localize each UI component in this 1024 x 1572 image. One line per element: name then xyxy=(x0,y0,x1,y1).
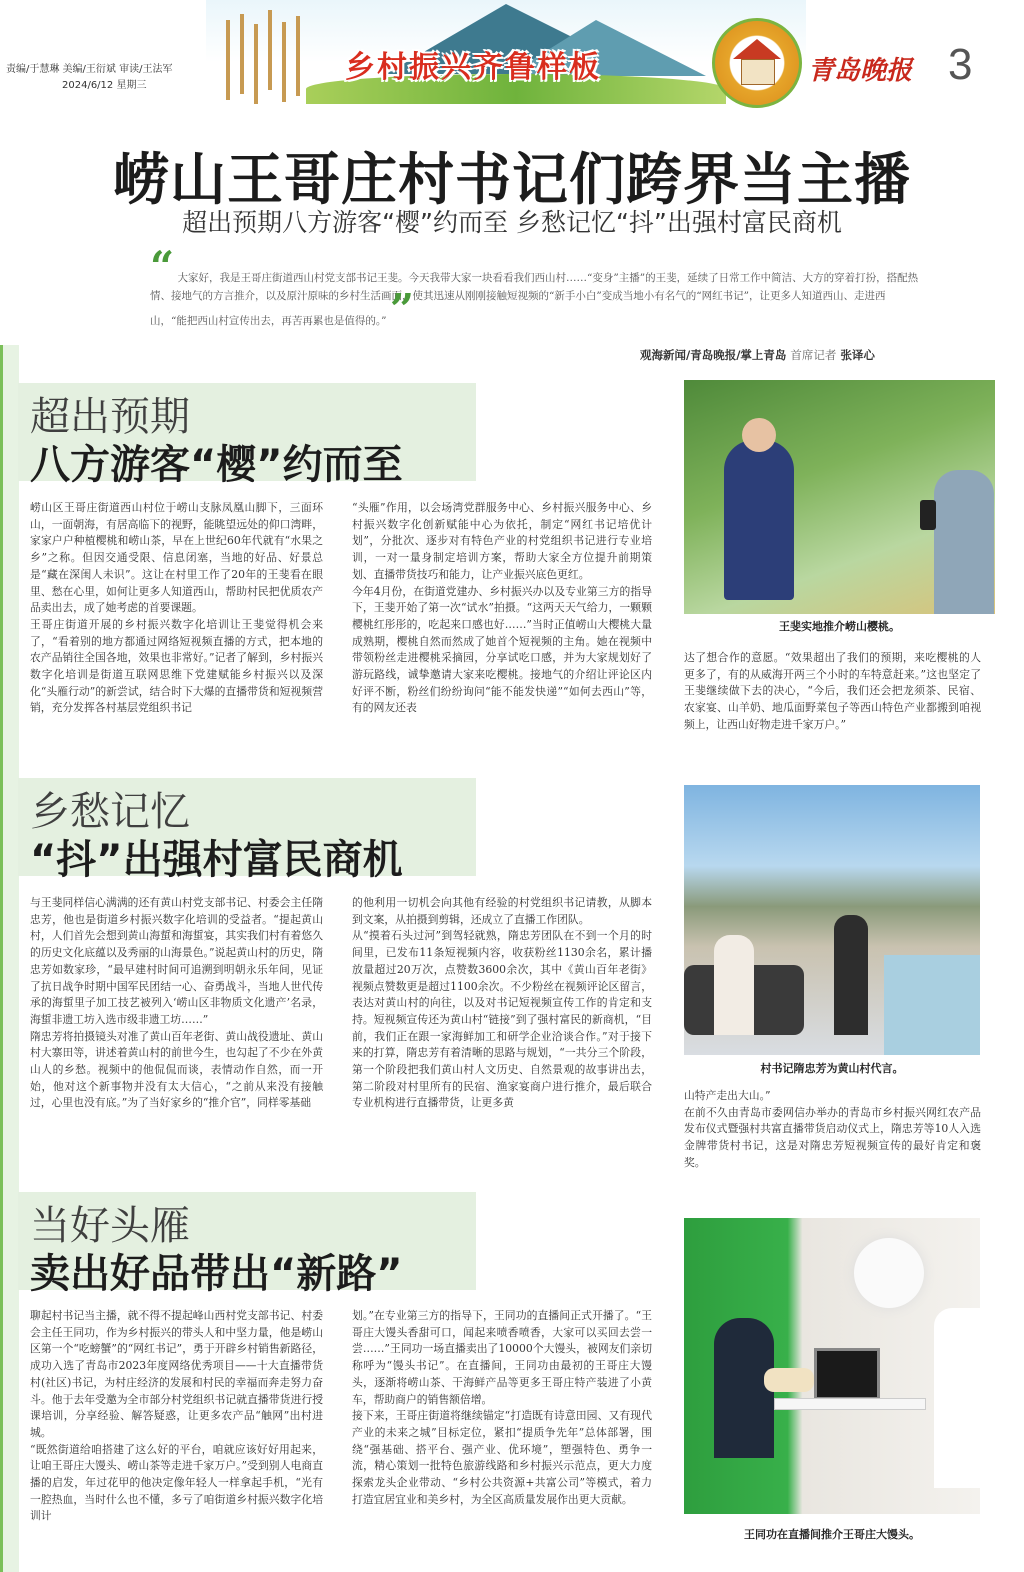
byline xyxy=(640,347,875,363)
lead-quote-text: 大家好，我是王哥庄街道西山村党支部书记王斐。今天我带大家一块看看我们西山村……“变身”主播”的王斐，延续了日常工作中简洁、大方的穿着打扮，搭配热情、接地气的方言推介，以及原汁原味的乡村生活画面，使其迅速从刚刚接触短视频的“新手小白”变成当地小有名气的“网红书记”，让更多人知道西山、走进西山，“能把西山村宣传出去，再苦再累也是值得的。” xyxy=(150,272,919,327)
wheat-icon xyxy=(226,20,230,100)
section-1-text-2: “头雁”作用，以会场湾党群服务中心、乡村振兴服务中心、乡村振兴数字化创新赋能中心为依托，制定“网红书记培优计划”，分批次、逐步对有特色产业的村党组织书记进行专业培训，一对一量身制定培训方案，帮助大家全方位提升前期策划、直播带货技巧和能力，让产业振兴底色更红。 今年4月份，在街道党建办、乡村振兴办以及专业第三方的指导下，王斐开始了第一次“试水”拍摄。“这两天天气给力，一颗颗樱桃红彤彤的，吃起来口感也好……”当时正值崂山大樱桃大量成熟期，樱桃自然而然成了她首个短视频的主角。她在视频中带领粉丝走进樱桃采摘园，分享试吃口感，并为大家规划好了游玩路线，诚挚邀请大家来吃樱桃。接地气的介绍让评论区内好评不断，粉丝们纷纷询问“能不能发快递”“如何去西山”等，有的网友还表 xyxy=(352,501,652,715)
byline-name: 张译心 xyxy=(840,348,875,362)
lead-quote xyxy=(150,242,920,334)
section-3-text-1: 聊起村书记当主播，就不得不提起峰山西村党支部书记、村委会主任王同功，作为乡村振兴的带头人和中坚力量，他是崂山区第一个“吃螃蟹”的“网红书记”，勇于开辟乡村销售新路径，成功入选了青岛市2023年度网络优秀项目——十大直播带货村(社区)书记，为村庄经济的发展和村民的幸福而奔走努力奋斗。他于去年受邀为全市部分村党组织书记就直播带货进行授课培训，分享经验、解答疑惑，让更多农产品“触网”出村进城。 “既然街道给咱搭建了这么好的平台，咱就应该好好用起来，让咱王哥庄大馒头、崂山茶等走进千家万户。”受到别人电商直播的启发，年过花甲的他决定像年轻人一样拿起手机，“光有一腔热血，当时什么也不懂，多亏了咱街道乡村振兴数字化培训计 xyxy=(30,1309,323,1523)
sea-area xyxy=(884,955,980,1055)
studio-light xyxy=(854,1238,924,1308)
photo-caption: 王斐实地推介崂山樱桃。 xyxy=(779,620,900,633)
wheat-icon xyxy=(254,24,258,104)
article-subtitle: 超出预期八方游客“樱”约而至 乡愁记忆“抖”出强村富民商机 xyxy=(182,208,842,237)
page-number: 3 xyxy=(948,40,973,89)
section-1-column-3 xyxy=(684,650,981,760)
section-kicker: 乡愁记忆 xyxy=(30,789,190,835)
paper-logo: 青岛晚报 xyxy=(808,56,913,86)
editors-line: 责编/于慧琳 美编/王衍斌 审读/王法军 xyxy=(6,64,173,75)
close-quote-icon: ” xyxy=(389,285,415,334)
section-title: 卖出好品带出“新路” xyxy=(30,1251,403,1297)
section-kicker: 超出预期 xyxy=(30,394,190,440)
village-house-icon xyxy=(712,18,802,108)
wheat-icon xyxy=(296,16,300,96)
seaside-village-photo xyxy=(684,785,980,1055)
section-3-column-1 xyxy=(30,1308,323,1570)
section-heading xyxy=(18,1192,476,1297)
section-2-text-3: 山特产走出大山。” 在前不久由青岛市委网信办举办的青岛市乡村振兴网红农产品发布仪式暨强村共富直播带货启动仪式上，隋忠芳等10人入选金牌带货村书记，这是对隋忠芳短视频宣传的最好肯定和褒奖。 xyxy=(684,1089,981,1169)
photo-caption: 村书记隋忠芳为黄山村代言。 xyxy=(760,1062,904,1075)
section-3-text-2: 划。”在专业第三方的指导下，王同功的直播间正式开播了。“王哥庄大馒头香甜可口，闻起来喷香喷香，大家可以买回去尝一尝……”王同功一场直播卖出了10000个大馒头，被网友们亲切称呼为“馒头书记”。在直播间，王同功由最初的王哥庄大馒头，逐渐将崂山茶、干海鲜产品等更多王哥庄特产装进了小黄车，帮助商户的销售额倍增。 接下来，王哥庄街道将继续锚定“打造既有诗意田园、又有现代产业的未来之城”目标定位，紧扣“提质争先年”总体部署，围绕“强基础、搭平台、强产业、优环境”，塑强特色、勇争一流，精心策划一批特色旅游线路和乡村振兴示范点，更大力度探索龙头企业带动、“乡村公共资源+共富公司”等模式，着力打造宜居宜业和美乡村，为全区高质量发展作出更大贡献。 xyxy=(352,1309,652,1506)
section-2-text-2: 的他利用一切机会向其他有经验的村党组织书记请教，从脚本到文案，从拍摄到剪辑，还成立了直播工作团队。 从“摸着石头过河”到驾轻就熟，隋忠芳团队在不到一个月的时间里，已发布11条短视频内容，收获粉丝1130余名，累计播放量超过20万次，点赞数3600余次，其中《黄山百年老街》视频点赞数更是超过1100余次。不少粉丝在视频评论区留言，表达对黄山村的向往，以及对书记短视频宣传工作的肯定和支持。短视频宣传还为黄山村“链接”到了强村富民的新商机，“目前，我们正在跟一家海鲜加工和研学企业洽谈合作。”对于接下来的打算，隋忠芳有着清晰的思路与规划，“一共分三个阶段，第一个阶段把我们黄山村人文历史、自然景观的故事讲出去，第二阶段对村里所有的民宿、渔家宴商户进行推介，最后联合专业机构进行直播带货，让更多黄 xyxy=(352,896,652,1110)
cherry-orchard-photo xyxy=(684,380,995,614)
section-1-text-3: 达了想合作的意愿。“效果超出了我们的预期，来吃樱桃的人更多了，有的从威海开两三个小时的车特意赶来。”这也坚定了王斐继续做下去的决心，“今后，我们还会把龙须茶、民宿、农家宴、山羊奶、地瓜面野菜包子等西山特色产业都搬到咱视频上，让西山好物走进千家万户。” xyxy=(684,651,981,731)
section-2-text-1: 与王斐同样信心满满的还有黄山村党支部书记、村委会主任隋忠芳，他也是街道乡村振兴数字化培训的受益者。“提起黄山村，人们首先会想到黄山海蜇和海蜇宴，其实我们村有着悠久的历史文化底蕴以及秀丽的山海景色。”说起黄山村的历史，隋忠芳如数家珍，“最早建村时间可追溯到明朝永乐年间，见证了抗日战争时期中国军民团结一心、奋勇战斗，当地人世代传承的海蜇里子加工技艺被列入‘崂山区非物质文化遗产’名录，海蜇非遗工坊入选市级非遗工坊……” 隋忠芳将拍摄镜头对准了黄山百年老街、黄山战役遗址、黄山村大寨田等，讲述着黄山村的前世今生，也勾起了不少在外黄山人的乡愁。视频中的他侃侃而谈，表情动作自然，而一开始，他对这个新事物并没有太大信心，“之前从来没有接触过，心里也没有底。”为了当好家乡的“推介官”，同样零基础 xyxy=(30,896,323,1110)
byline-role: 首席记者 xyxy=(790,348,837,362)
open-quote-icon: “ xyxy=(150,242,175,291)
section-1-column-2 xyxy=(352,500,652,762)
banner-slogan: 乡村振兴齐鲁样板 xyxy=(345,50,601,85)
wheat-icon xyxy=(268,10,272,90)
wheat-icon xyxy=(282,22,286,102)
side-rule xyxy=(0,345,19,1572)
section-1-text-1: 崂山区王哥庄街道西山村位于崂山支脉凤凰山脚下，三面环山，一面朝海，有居高临下的视野，能眺望远处的仰口湾畔，家家户户种植樱桃和崂山茶，早在上世纪60年代就有“水果之乡”之称。但因交通受限、信息闭塞，当地的好品、好景总是“藏在深闺人未识”。这让在村里工作了20年的王斐看在眼里、愁在心里，如何让更多人知道西山，帮助村民把优质农产品卖出去，成了她考虑的首要课题。 王哥庄街道开展的乡村振兴数字化培训让王斐觉得机会来了，“看着别的地方都通过网络短视频直播的方式，把本地的农产品销往全国各地，效果也非常好。”记者了解到，乡村振兴数字化培训是街道互联网思维下党建赋能乡村振兴以及深化“头雁行动”的新尝试，结合时下大爆的直播带货和短视频营销，充分发挥各村基层党组织书记 xyxy=(30,501,323,715)
section-1-column-1 xyxy=(30,500,323,762)
section-2-column-2 xyxy=(352,895,652,1175)
camera-person-figure xyxy=(714,935,754,1035)
phone-icon xyxy=(920,500,936,530)
host-figure xyxy=(934,1308,980,1488)
issue-date: 2024/6/12 星期三 xyxy=(62,80,147,91)
section-2-column-3 xyxy=(684,1088,981,1178)
livestream-studio-photo xyxy=(684,1218,980,1514)
section-heading xyxy=(18,383,476,488)
section-2-column-1 xyxy=(30,895,323,1175)
desk xyxy=(774,1398,926,1410)
section-heading xyxy=(18,778,476,883)
article-title: 崂山王哥庄村书记们跨界当主播 xyxy=(113,148,911,213)
steamed-buns xyxy=(764,1368,814,1392)
section-title: “抖”出强村富民商机 xyxy=(30,837,403,883)
section-kicker: 当好头雁 xyxy=(30,1203,190,1249)
person-figure xyxy=(724,440,794,600)
camera-person-figure xyxy=(934,470,994,614)
masthead-meta xyxy=(6,62,236,94)
section-title: 八方游客“樱”约而至 xyxy=(30,442,403,488)
photo-caption: 王同功在直播间推介王哥庄大馒头。 xyxy=(744,1528,920,1541)
monitor-icon xyxy=(814,1348,880,1400)
wheat-icon xyxy=(240,14,244,94)
person-head xyxy=(742,418,776,452)
byline-source: 观海新闻/青岛晚报/掌上青岛 xyxy=(640,348,787,362)
section-3-column-2 xyxy=(352,1308,652,1570)
person-figure xyxy=(834,915,868,1035)
